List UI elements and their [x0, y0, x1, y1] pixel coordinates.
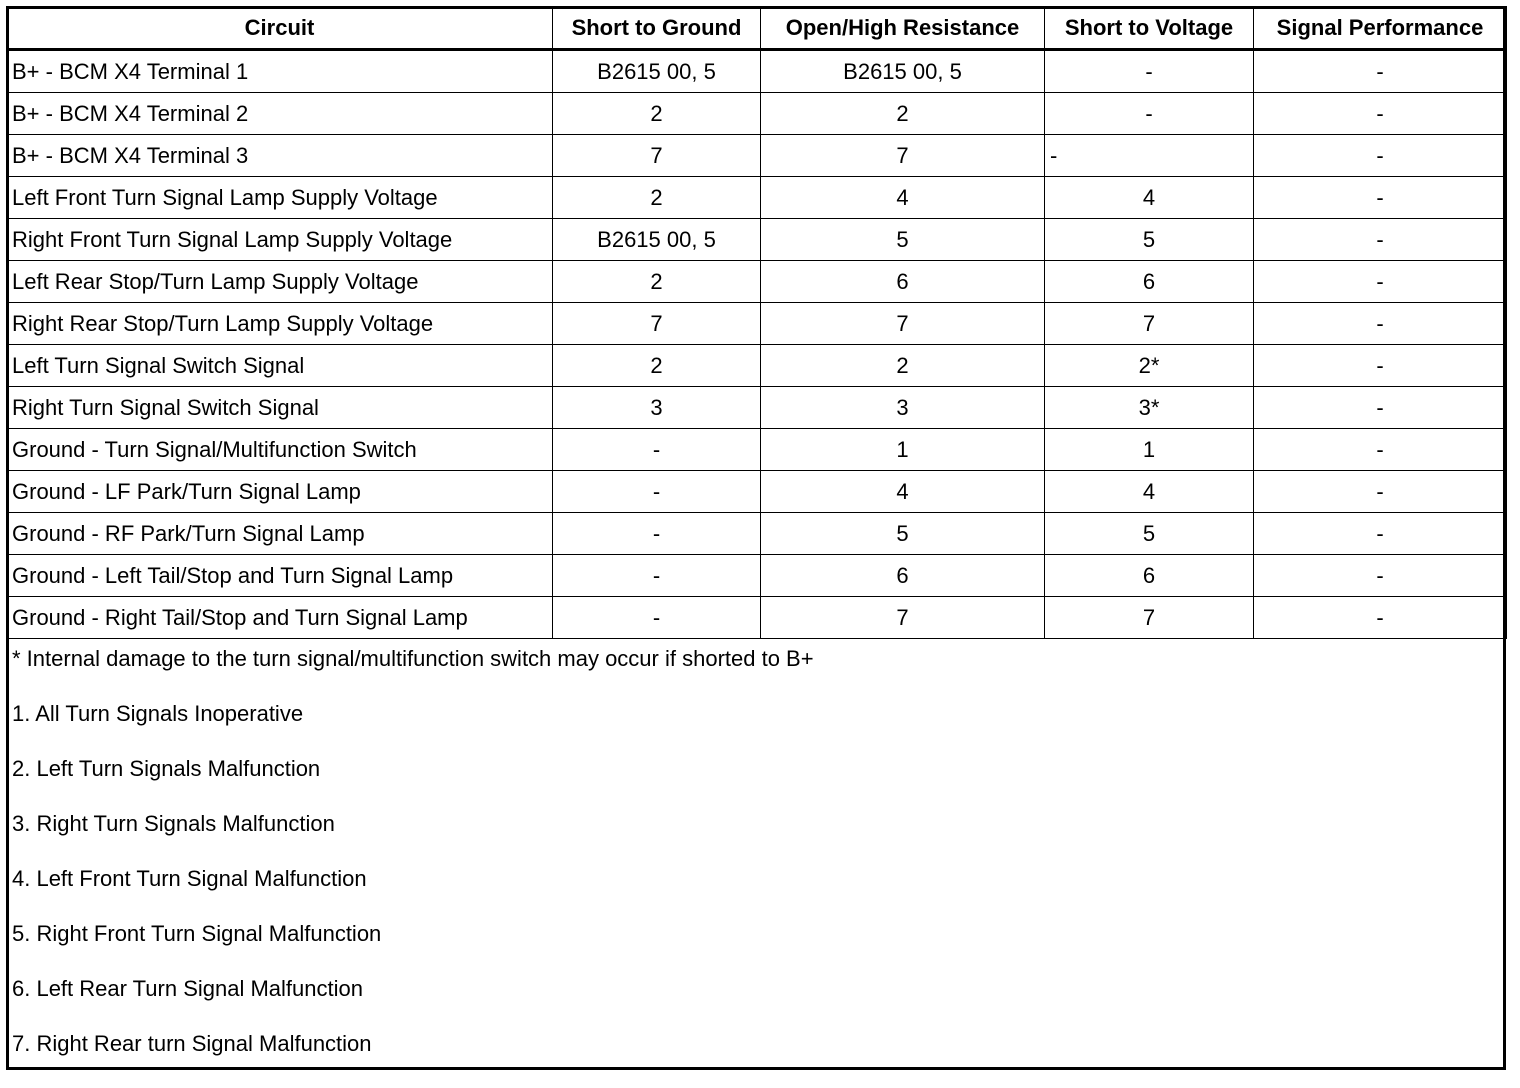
cell-open-high-resistance: 2 [761, 93, 1045, 135]
cell-open-high-resistance: 7 [761, 135, 1045, 177]
table-row [7, 555, 1507, 597]
cell-open-high-resistance: 5 [761, 219, 1045, 261]
cell-circuit: Ground - Left Tail/Stop and Turn Signal Lamp [7, 555, 553, 597]
cell-short-to-voltage: - [1045, 93, 1254, 135]
cell-open-high-resistance: 2 [761, 345, 1045, 387]
legend-item: 6. Left Rear Turn Signal Malfunction [12, 976, 363, 1001]
cell-signal-performance: - [1254, 597, 1507, 639]
table-row [7, 219, 1507, 261]
legend-item: 1. All Turn Signals Inoperative [12, 701, 304, 726]
cell-short-to-voltage: 4 [1045, 177, 1254, 219]
table-row [7, 429, 1507, 471]
legend-item: 4. Left Front Turn Signal Malfunction [12, 866, 367, 891]
notes-section [12, 648, 814, 1088]
cell-circuit: Right Rear Stop/Turn Lamp Supply Voltage [7, 303, 553, 345]
cell-open-high-resistance: 1 [761, 429, 1045, 471]
cell-short-to-voltage: 7 [1045, 303, 1254, 345]
cell-short-to-voltage: 5 [1045, 513, 1254, 555]
header-signal-performance: Signal Performance [1254, 7, 1507, 50]
cell-signal-performance: - [1254, 50, 1507, 93]
cell-open-high-resistance: 6 [761, 555, 1045, 597]
table-row [7, 345, 1507, 387]
table-row [7, 261, 1507, 303]
cell-signal-performance: - [1254, 93, 1507, 135]
cell-circuit: B+ - BCM X4 Terminal 1 [7, 50, 553, 93]
table-row [7, 135, 1507, 177]
table-row [7, 387, 1507, 429]
cell-short-to-voltage: 7 [1045, 597, 1254, 639]
cell-circuit: B+ - BCM X4 Terminal 2 [7, 93, 553, 135]
cell-signal-performance: - [1254, 387, 1507, 429]
legend-item: 7. Right Rear turn Signal Malfunction [12, 1031, 372, 1056]
cell-circuit: Ground - Turn Signal/Multifunction Switch [7, 429, 553, 471]
cell-short-to-voltage: - [1045, 135, 1254, 177]
legend-item: 5. Right Front Turn Signal Malfunction [12, 921, 382, 946]
cell-circuit: Ground - Right Tail/Stop and Turn Signal Lamp [7, 597, 553, 639]
cell-open-high-resistance: 7 [761, 303, 1045, 345]
cell-short-to-ground: - [553, 513, 761, 555]
cell-signal-performance: - [1254, 471, 1507, 513]
table-row [7, 93, 1507, 135]
table-row [7, 50, 1507, 93]
table-header-row [7, 7, 1507, 50]
cell-short-to-ground: B2615 00, 5 [553, 219, 761, 261]
cell-signal-performance: - [1254, 177, 1507, 219]
cell-short-to-voltage: 1 [1045, 429, 1254, 471]
cell-circuit: Left Front Turn Signal Lamp Supply Voltage [7, 177, 553, 219]
cell-open-high-resistance: 5 [761, 513, 1045, 555]
cell-open-high-resistance: 7 [761, 597, 1045, 639]
cell-short-to-voltage: 4 [1045, 471, 1254, 513]
cell-short-to-voltage: - [1045, 50, 1254, 93]
cell-short-to-ground: 2 [553, 177, 761, 219]
cell-signal-performance: - [1254, 135, 1507, 177]
cell-circuit: B+ - BCM X4 Terminal 3 [7, 135, 553, 177]
cell-circuit: Ground - RF Park/Turn Signal Lamp [7, 513, 553, 555]
legend-item: 2. Left Turn Signals Malfunction [12, 756, 321, 781]
cell-short-to-ground: - [553, 429, 761, 471]
cell-signal-performance: - [1254, 261, 1507, 303]
cell-short-to-ground: 7 [553, 303, 761, 345]
table-row [7, 513, 1507, 555]
legend-item: 3. Right Turn Signals Malfunction [12, 811, 335, 836]
cell-circuit: Right Turn Signal Switch Signal [7, 387, 553, 429]
header-open-high-resistance: Open/High Resistance [761, 7, 1045, 50]
cell-short-to-ground: - [553, 555, 761, 597]
table-row [7, 471, 1507, 513]
cell-open-high-resistance: 4 [761, 177, 1045, 219]
cell-short-to-voltage: 2* [1045, 345, 1254, 387]
cell-short-to-voltage: 6 [1045, 261, 1254, 303]
cell-signal-performance: - [1254, 513, 1507, 555]
cell-short-to-ground: 2 [553, 93, 761, 135]
cell-circuit: Right Front Turn Signal Lamp Supply Voltage [7, 219, 553, 261]
cell-open-high-resistance: 4 [761, 471, 1045, 513]
cell-signal-performance: - [1254, 303, 1507, 345]
cell-circuit: Left Turn Signal Switch Signal [7, 345, 553, 387]
cell-short-to-ground: B2615 00, 5 [553, 50, 761, 93]
cell-signal-performance: - [1254, 429, 1507, 471]
cell-open-high-resistance: 3 [761, 387, 1045, 429]
cell-short-to-ground: 7 [553, 135, 761, 177]
circuit-diagnosis-table [6, 6, 1507, 639]
header-short-to-voltage: Short to Voltage [1045, 7, 1254, 50]
cell-short-to-voltage: 5 [1045, 219, 1254, 261]
table-row [7, 177, 1507, 219]
cell-short-to-voltage: 6 [1045, 555, 1254, 597]
cell-signal-performance: - [1254, 345, 1507, 387]
cell-open-high-resistance: 6 [761, 261, 1045, 303]
cell-short-to-ground: - [553, 597, 761, 639]
cell-short-to-ground: 2 [553, 345, 761, 387]
cell-short-to-voltage: 3* [1045, 387, 1254, 429]
cell-signal-performance: - [1254, 219, 1507, 261]
cell-circuit: Ground - LF Park/Turn Signal Lamp [7, 471, 553, 513]
cell-open-high-resistance: B2615 00, 5 [761, 50, 1045, 93]
header-short-to-ground: Short to Ground [553, 7, 761, 50]
table-row [7, 303, 1507, 345]
table-row [7, 597, 1507, 639]
header-circuit: Circuit [7, 7, 553, 50]
cell-short-to-ground: 3 [553, 387, 761, 429]
cell-circuit: Left Rear Stop/Turn Lamp Supply Voltage [7, 261, 553, 303]
cell-signal-performance: - [1254, 555, 1507, 597]
cell-short-to-ground: 2 [553, 261, 761, 303]
cell-short-to-ground: - [553, 471, 761, 513]
footnote-asterisk: * Internal damage to the turn signal/multifunction switch may occur if shorted to B+ [12, 646, 814, 671]
